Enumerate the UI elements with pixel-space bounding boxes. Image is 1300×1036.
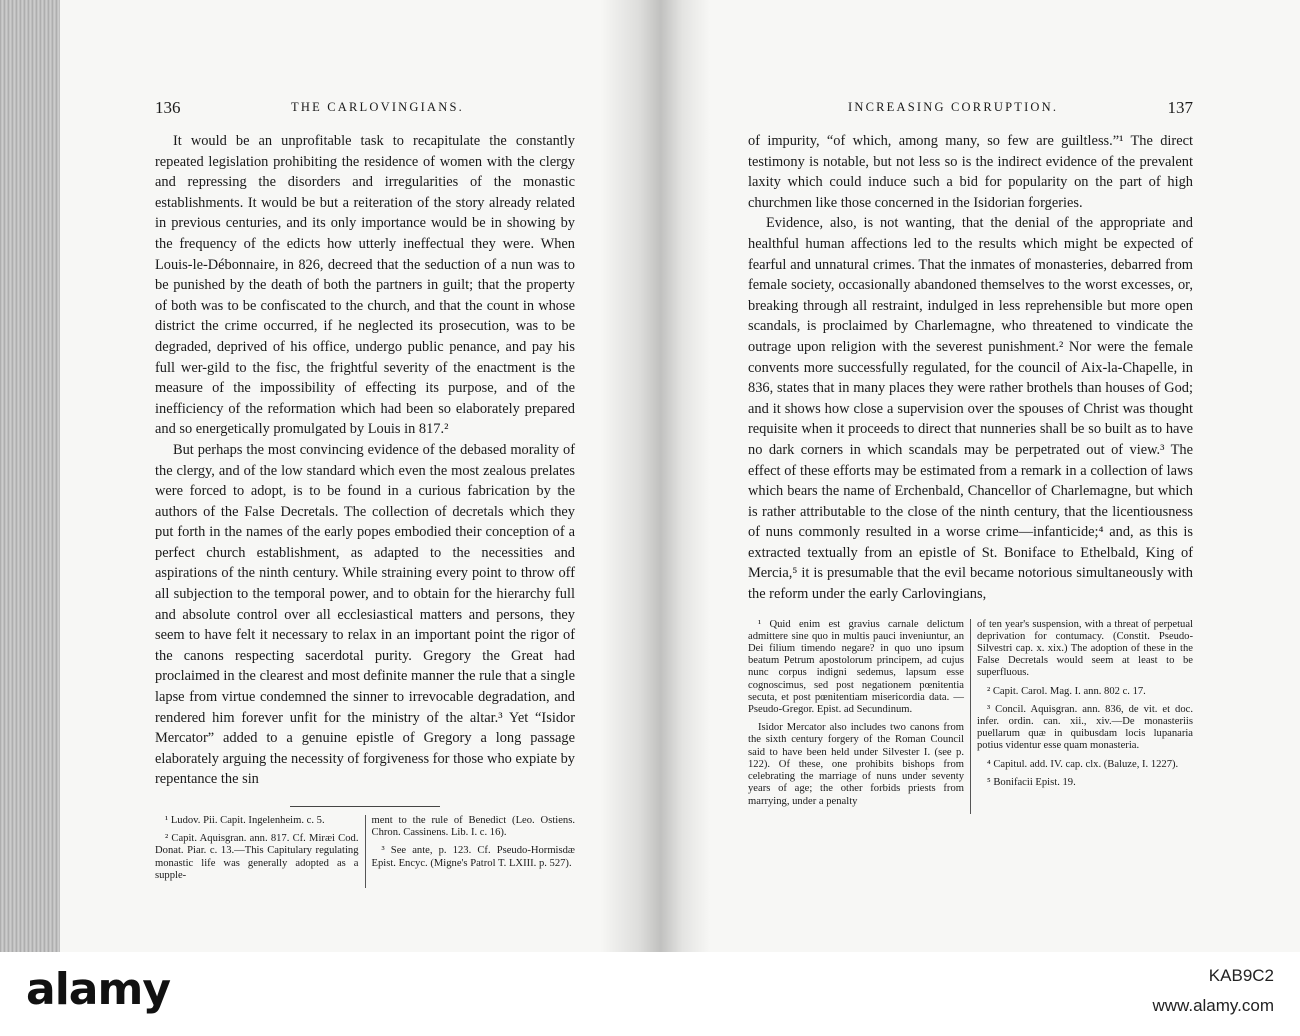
footnote: ¹ Ludov. Pii. Capit. Ingelenheim. c. 5.: [165, 815, 325, 826]
right-paragraph: Evidence, also, is not wanting, that the denial of the appropriate and healthful human affections led to the results which might be expected of fearful and unnatural crimes. That the inmates of monasteries, debarred from female society, occasionally abandoned themselves to the worst excesses, or, breaking through all restraint, indulged in less reprehensible but more open scandals, is proclaimed by Charlemagne, who threatened to vindicate the outrage upon religion with the severest punishment.² Nor were the female convents more successfully regulated, for the council of Aix-la-Chapelle, in 836, states that in many places they were rather brothels than houses of God; and it shows how close a supervision over the spouses of Christ was thought requisite when it proceeds to direct that nunneries shall be so built as to have no dark corners in which scandals may be perpetrated out of view.³ The effect of these efforts may be estimated from a remark in a collection of laws which bears the name of Erchenbald, Chancellor of Charlemagne, but which is rather attributable to the close of the ninth century, that the licentiousness of nuns commonly resulted in a worse crime—infanticide;⁴ and, as this is extracted textually from an epistle of St. Boniface to Ethelbald, King of Mercia,⁵ it is presumable that the evil became notorious simultaneously with the reform under the early Carlovingians,: [748, 215, 1193, 603]
left-footnote-column-2: [365, 815, 576, 888]
footnote: ¹ Quid enim est gravius carnale delictum admittere sine quo in multis pauci inveniuntur, an Dei filium timendo negare? in quo uno ipsum beatum Petrum apostolorum principem, ad cujus nunc corpus indigni sedemus, lapsum esse cognoscimus, sed post negationem pœnitentia secuta, et post pœnitentiam misericordia data. —Pseudo-Gregor. Epist. ad Secundinum.: [748, 618, 964, 716]
left-page: [155, 98, 575, 888]
alamy-logo: alamy: [26, 964, 170, 1015]
footnote: Isidor Mercator also includes two canons from the sixth century forgery of the Roman Council said to have been held under Silvester I. (see p. 122). Of these, one prohibits bishops from celebrating the marriage of nuns under seventy years of age; the other forbids priests from marrying, under a penalty: [748, 722, 964, 807]
footnote: ⁴ Capitul. add. IV. cap. clx. (Baluze, I. 1227).: [987, 758, 1179, 770]
left-page-number: 136: [155, 98, 181, 117]
left-footnotes: [155, 815, 575, 888]
footnote: ² Capit. Carol. Mag. I. ann. 802 c. 17.: [987, 685, 1146, 697]
right-page-header: [748, 98, 1193, 122]
left-paragraph: It would be an unprofitable task to recapitulate the constantly repeated legislation prohibiting the residence of women with the clergy and repressing the disorders and irregularities of the monastic establishments. It would be but a reiteration of the story already related in previous centuries, and its only importance would be in showing by the frequency of the edicts how utterly ineffectual they were. When Louis-le-Débonnaire, in 826, decreed that the seduction of a nun was to be punished by the death of both the partners in guilt; that the property of both was to be confiscated to the church, and that the count in whose district the crime occurred, if he neglected its prosecution, was to be degraded, deprived of his office, undergo public penance, and pay his full wer-gild to the fisc, the frightful severity of the enactment is the measure of the impossibility of effecting its purpose, and of the inefficiency of the reformation which had been so elaborately prepared and so energetically promulgated by Louis in 817.²: [155, 133, 575, 438]
right-running-head: INCREASING CORRUPTION.: [848, 100, 1059, 114]
stock-banner: [0, 952, 1300, 1036]
right-footnote-column-2: [970, 619, 1193, 814]
left-paragraph: But perhaps the most convincing evidence of the debased morality of the clergy, and of the low standard which even the most zealous prelates were forced to adopt, is to be found in a curious fabrication by the authors of the False Decretals. The collection of decretals which they put forth in the names of the early popes embodied their conception of a perfect church establishment, as adapted to the necessities and aspirations of the ninth century. While straining every point to throw off all subjection to the temporal power, and to obtain for the hierarchy full and absolute control over all ecclesiastical matters and persons, they seem to have felt it necessary to relax in an important point the rigor of the canons respecting sacerdotal purity. Gregory the Great had proclaimed in the clearest and most definite manner the rule that a single lapse from virtue condemned the sinner to irrevocable degradation, and rendered him forever unfit for the ministry of the altar.³ Yet “Isidor Mercator” added to a genuine epistle of Gregory a long passage elaborately arguing the necessity of forgiveness for those who expiate by repentance the sin: [155, 441, 575, 788]
right-page-number: 137: [1167, 98, 1193, 117]
alamy-url: www.alamy.com: [1152, 996, 1274, 1015]
footnote: ment to the rule of Benedict (Leo. Ostiens. Chron. Cassinens. Lib. I. c. 16).: [371, 815, 575, 839]
right-page: [748, 98, 1193, 814]
page-edges: [0, 0, 60, 952]
footnote: ⁵ Bonifacii Epist. 19.: [987, 776, 1076, 788]
left-running-head: THE CARLOVINGIANS.: [291, 100, 464, 114]
image-id: KAB9C2: [1208, 966, 1274, 985]
footnote-rule: [290, 806, 440, 807]
left-page-header: [155, 98, 575, 122]
book-gutter: [600, 0, 710, 952]
left-footnote-column-1: [155, 815, 359, 888]
right-page-body: [748, 131, 1193, 605]
footnote: of ten year's suspension, with a threat of perpetual deprivation for contumacy. (Constit. Pseudo-Silvestri cap. x. xix.) The adoption of these in the False Decretals would seem at least to be superfluous.: [977, 618, 1193, 679]
left-page-body: [155, 131, 575, 790]
footnote: ³ Concil. Aquisgran. ann. 836, de vit. et doc. infer. ordin. can. xii., xiv.—De monasteriis puellarum quæ in quibusdam locis lupanaria potius videntur esse quam monasteria.: [977, 703, 1193, 752]
right-footnote-column-1: [748, 619, 964, 814]
footnote: ³ See ante, p. 123. Cf. Pseudo-Hormisdæ Epist. Encyc. (Migne's Patrol T. LXIII. p. 527).: [371, 845, 575, 869]
right-paragraph: of impurity, “of which, among many, so few are guiltless.”¹ The direct testimony is notable, but not less so is the indirect evidence of the prevalent laxity which could induce such a bid for popularity on the part of high churchmen like those concerned in the Isidorian forgeries.: [748, 133, 1193, 211]
right-footnotes: [748, 619, 1193, 814]
footnote: ² Capit. Aquisgran. ann. 817. Cf. Miræi Cod. Donat. Piar. c. 13.—This Capitulary regulating monastic life was generally adopted as a supple-: [155, 833, 359, 881]
